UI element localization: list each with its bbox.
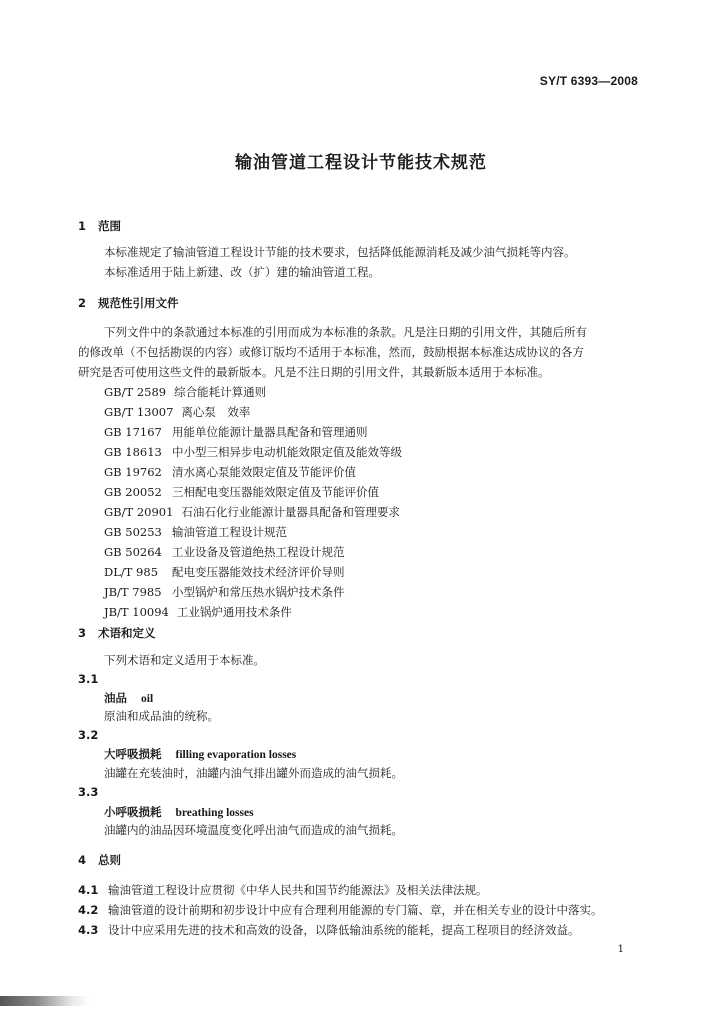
term-cn: 油品 (104, 691, 127, 705)
reference-name: 综合能耗计算通则 (174, 385, 267, 399)
reference-item (104, 444, 402, 460)
clause (78, 882, 488, 898)
section-1-heading (78, 218, 121, 234)
reference-name: 石油石化行业能源计量器具配备和管理要求 (181, 505, 400, 519)
reference-code: JB/T 10094 (104, 605, 169, 619)
term-definition: 油罐在充装油时，油罐内油气排出罐外而造成的油气损耗。 (104, 766, 403, 780)
reference-name: 工业锅炉通用技术条件 (176, 605, 292, 619)
term-definition: 油罐内的油品因环境温度变化呼出油气而造成的油气损耗。 (104, 823, 403, 837)
clause-text: 设计中应采用先进的技术和高效的设备，以降低输油系统的能耗，提高工程项目的经济效益。 (108, 923, 580, 937)
reference-code: GB 20052 (104, 485, 162, 499)
clause-number: 4.1 (78, 883, 99, 897)
reference-code: JB/T 7985 (104, 585, 162, 599)
paragraph-line: 下列术语和定义适用于本标准。 (104, 653, 265, 667)
clause-text: 输油管道工程设计应贯彻《中华人民共和国节约能源法》及相关法律法规。 (108, 883, 488, 897)
section-title: 规范性引用文件 (98, 296, 179, 310)
section-number: 2 (78, 296, 87, 310)
clause (78, 922, 580, 938)
reference-item (104, 504, 400, 520)
reference-name: 工业设备及管道绝热工程设计规范 (172, 545, 345, 559)
reference-code: GB 17167 (104, 425, 162, 439)
reference-code: GB 18613 (104, 445, 162, 459)
paragraph-line: 本标准规定了输油管道工程设计节能的技术要求，包括降低能源消耗及减少油气损耗等内容。 (104, 245, 576, 259)
reference-code: GB 50264 (104, 545, 162, 559)
term-en: breathing losses (175, 807, 254, 819)
term-heading (104, 690, 153, 706)
paragraph-line: 本标准适用于陆上新建、改（扩）建的输油管道工程。 (104, 265, 380, 279)
section-4-heading (78, 852, 121, 868)
reference-item (104, 584, 345, 600)
reference-item (104, 524, 287, 540)
reference-item (104, 404, 250, 420)
reference-code: DL/T 985 (104, 565, 159, 579)
document-title: 输油管道工程设计节能技术规范 (235, 153, 487, 173)
term-en: filling evaporation losses (175, 749, 297, 761)
page-number: 1 (617, 944, 624, 955)
section-2-heading (78, 295, 179, 311)
term-heading (104, 804, 254, 820)
reference-code: GB 19762 (104, 465, 162, 479)
reference-name: 小型锅炉和常压热水锅炉技术条件 (172, 585, 345, 599)
standard-code: SY/T 6393—2008 (539, 74, 638, 88)
section-number: 3 (78, 626, 87, 640)
term-cn: 小呼吸损耗 (104, 805, 162, 819)
scan-artifact (0, 996, 90, 1006)
reference-name: 清水离心泵能效限定值及节能评价值 (172, 465, 356, 479)
reference-item (104, 564, 345, 580)
reference-name: 用能单位能源计量器具配备和管理通则 (172, 425, 368, 439)
reference-code: GB/T 20901 (104, 505, 174, 519)
term-number: 3.2 (78, 728, 99, 742)
reference-code: GB 50253 (104, 525, 162, 539)
clause-number: 4.2 (78, 903, 99, 917)
section-title: 术语和定义 (98, 626, 156, 640)
reference-name: 三相配电变压器能效限定值及节能评价值 (172, 485, 379, 499)
term-en: oil (141, 693, 154, 705)
paragraph-line: 下列文件中的条款通过本标准的引用而成为本标准的条款。凡是注日期的引用文件，其随后所有 (104, 325, 587, 339)
paragraph-line: 研究是否可使用这些文件的最新版本。凡是不注日期的引用文件，其最新版本适用于本标准。 (78, 365, 550, 379)
reference-code: GB/T 13007 (104, 405, 174, 419)
term-definition: 原油和成品油的统称。 (104, 709, 219, 723)
section-3-heading (78, 625, 156, 641)
term-number: 3.1 (78, 672, 99, 686)
term-number: 3.3 (78, 785, 99, 799)
clause (78, 902, 603, 918)
reference-name: 中小型三相异步电动机能效限定值及能效等级 (172, 445, 402, 459)
clause-number: 4.3 (78, 923, 99, 937)
term-heading (104, 746, 296, 762)
reference-item (104, 384, 266, 400)
reference-item (104, 424, 368, 440)
paragraph-line: 的修改单（不包括勘误的内容）或修订版均不适用于本标准，然而，鼓励根据本标准达成协议的各方 (78, 345, 584, 359)
clause-text: 输油管道的设计前期和初步设计中应有合理利用能源的专门篇、章，并在相关专业的设计中落实。 (108, 903, 603, 917)
reference-name: 配电变压器能效技术经济评价导则 (172, 565, 345, 579)
section-title: 范围 (98, 219, 121, 233)
section-title: 总则 (98, 853, 121, 867)
reference-item (104, 464, 356, 480)
reference-item (104, 544, 345, 560)
section-number: 1 (78, 219, 87, 233)
reference-name: 离心泵 效率 (181, 405, 251, 419)
section-number: 4 (78, 853, 87, 867)
reference-name: 输油管道工程设计规范 (172, 525, 287, 539)
reference-item (104, 604, 292, 620)
reference-item (104, 484, 379, 500)
reference-code: GB/T 2589 (104, 385, 167, 399)
term-cn: 大呼吸损耗 (104, 747, 162, 761)
